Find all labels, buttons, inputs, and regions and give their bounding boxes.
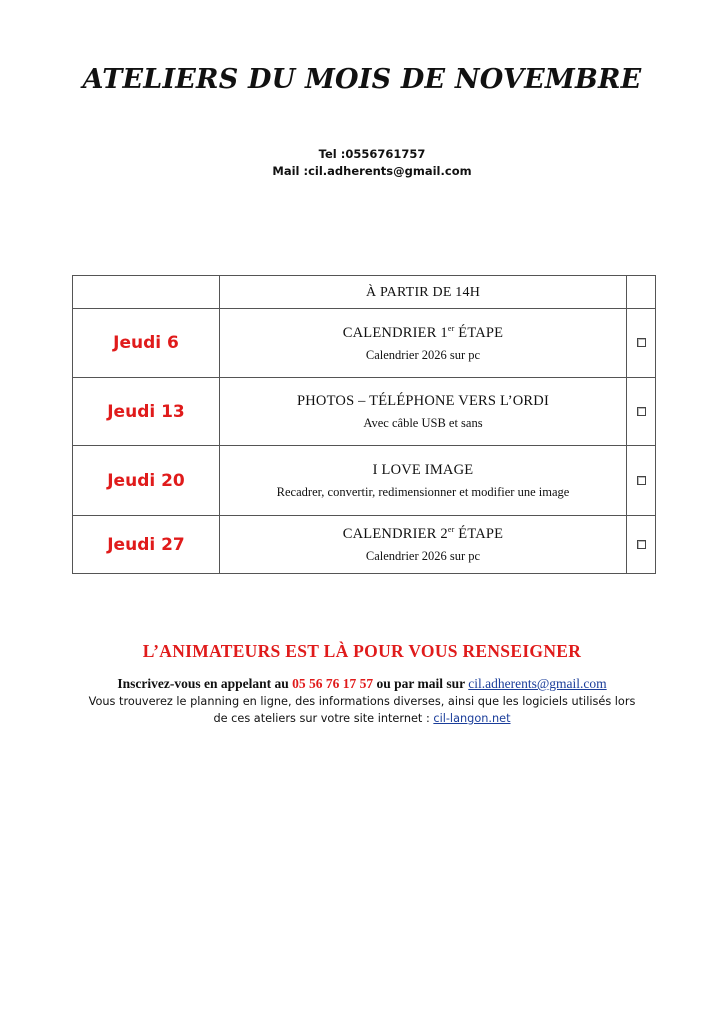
info-line-2-text: de ces ateliers sur votre site internet : xyxy=(213,712,434,725)
contact-mail: Mail :cil.adherents@gmail.com xyxy=(272,164,472,178)
page-title: ATELIERS DU MOIS DE NOVEMBRE xyxy=(82,64,642,95)
table-row xyxy=(73,446,656,516)
contact-block xyxy=(0,146,724,180)
signup-text-mid: ou par mail sur xyxy=(373,676,469,691)
info-line-1: Vous trouverez le planning en ligne, des informations diverses, ainsi que les logiciels utilisés lors xyxy=(88,695,636,708)
signup-line xyxy=(0,676,724,692)
call-to-action-heading: L’ANIMATEURS EST LÀ POUR VOUS RENSEIGNER xyxy=(142,641,582,661)
row-subtitle: Calendrier 2026 sur pc xyxy=(365,549,481,563)
signup-phone: 05 56 76 17 57 xyxy=(292,676,374,691)
row-title: CALENDRIER 1er ÉTAPE xyxy=(342,323,504,341)
contact-tel: Tel :0556761757 xyxy=(318,147,426,161)
row-subtitle: Calendrier 2026 sur pc xyxy=(365,347,481,362)
table-header-row xyxy=(73,276,656,309)
row-subtitle: Avec câble USB et sans xyxy=(363,415,483,430)
table-row xyxy=(73,516,656,574)
info-line-2 xyxy=(0,710,724,727)
row-checkbox[interactable] xyxy=(637,476,646,485)
row-checkbox[interactable] xyxy=(637,338,646,347)
schedule-table xyxy=(72,275,656,574)
row-title: PHOTOS – TÉLÉPHONE VERS L’ORDI xyxy=(297,392,549,409)
row-day: Jeudi 6 xyxy=(113,333,179,353)
row-day: Jeudi 20 xyxy=(107,470,185,491)
row-title: CALENDRIER 2er ÉTAPE xyxy=(342,525,504,542)
row-checkbox[interactable] xyxy=(637,540,646,549)
row-day: Jeudi 27 xyxy=(107,534,185,555)
row-checkbox[interactable] xyxy=(637,407,646,416)
header-time: À PARTIR DE 14H xyxy=(365,285,481,300)
row-subtitle: Recadrer, convertir, redimensionner et modifier une image xyxy=(276,484,570,499)
header-time-cell xyxy=(220,276,627,309)
website-link[interactable]: cil-langon.net xyxy=(433,712,511,725)
email-link[interactable]: cil.adherents@gmail.com xyxy=(468,676,607,691)
signup-text: Inscrivez-vous en appelant au xyxy=(117,676,293,691)
info-paragraph xyxy=(0,693,724,727)
table-row xyxy=(73,309,656,378)
header-empty-cell xyxy=(73,276,220,309)
row-title: I LOVE IMAGE xyxy=(372,461,474,478)
row-day: Jeudi 13 xyxy=(107,401,185,422)
table-row xyxy=(73,378,656,446)
header-empty-box-cell xyxy=(627,276,656,309)
